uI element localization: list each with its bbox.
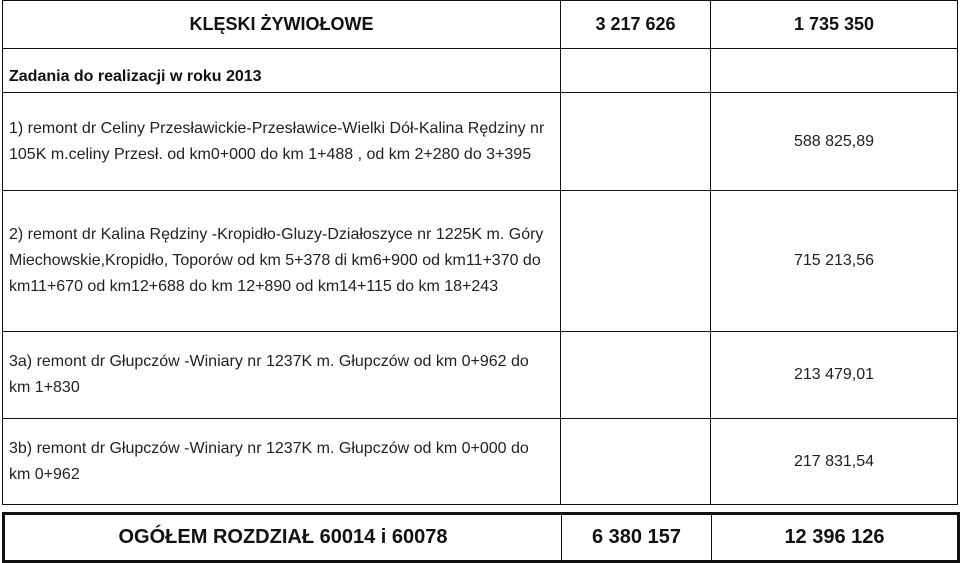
total-value-b: 12 396 126	[712, 514, 959, 562]
section-title: Zadania do realizacji w roku 2013	[3, 49, 561, 93]
task-amount: 213 479,01	[711, 332, 958, 419]
task-amount: 217 831,54	[711, 419, 958, 505]
task-amount: 588 825,89	[711, 93, 958, 191]
task-description: 3a) remont dr Głupczów -Winiary nr 1237K m. Głupczów od km 0+962 do km 1+830	[3, 332, 561, 419]
task-empty-cell	[561, 332, 711, 419]
task-description: 2) remont dr Kalina Rędziny -Kropidło-Gluzy-Działoszyce nr 1225K m. Góry Miechowskie,Kropidło, Toporów od km 5+378 di km6+900 od km11+370 do km11+670 od km12+688 do km 12+890 od km14+115 do km 18+243	[3, 191, 561, 332]
table-row	[3, 332, 958, 419]
task-description: 1) remont dr Celiny Przesławickie-Przesławice-Wielki Dół-Kalina Rędziny nr 105K m.celiny Przesł. od km0+000 do km 1+488 , od km 2+280 do 3+395	[3, 93, 561, 191]
task-amount: 715 213,56	[711, 191, 958, 332]
total-row	[4, 514, 959, 562]
total-table	[2, 512, 960, 563]
section-empty-cell-a	[561, 49, 711, 93]
header-value-b: 1 735 350	[711, 1, 958, 49]
task-empty-cell	[561, 93, 711, 191]
table-row	[3, 93, 958, 191]
total-value-a: 6 380 157	[562, 514, 712, 562]
task-empty-cell	[561, 191, 711, 332]
section-empty-cell-b	[711, 49, 958, 93]
header-row	[3, 1, 958, 49]
table-row	[3, 191, 958, 332]
section-row	[3, 49, 958, 93]
table-row	[3, 419, 958, 505]
task-empty-cell	[561, 419, 711, 505]
task-description: 3b) remont dr Głupczów -Winiary nr 1237K m. Głupczów od km 0+000 do km 0+962	[3, 419, 561, 505]
header-label: KLĘSKI ŻYWIOŁOWE	[3, 1, 561, 49]
task-table	[2, 0, 958, 505]
header-value-a: 3 217 626	[561, 1, 711, 49]
total-label: OGÓŁEM ROZDZIAŁ 60014 i 60078	[118, 526, 448, 548]
